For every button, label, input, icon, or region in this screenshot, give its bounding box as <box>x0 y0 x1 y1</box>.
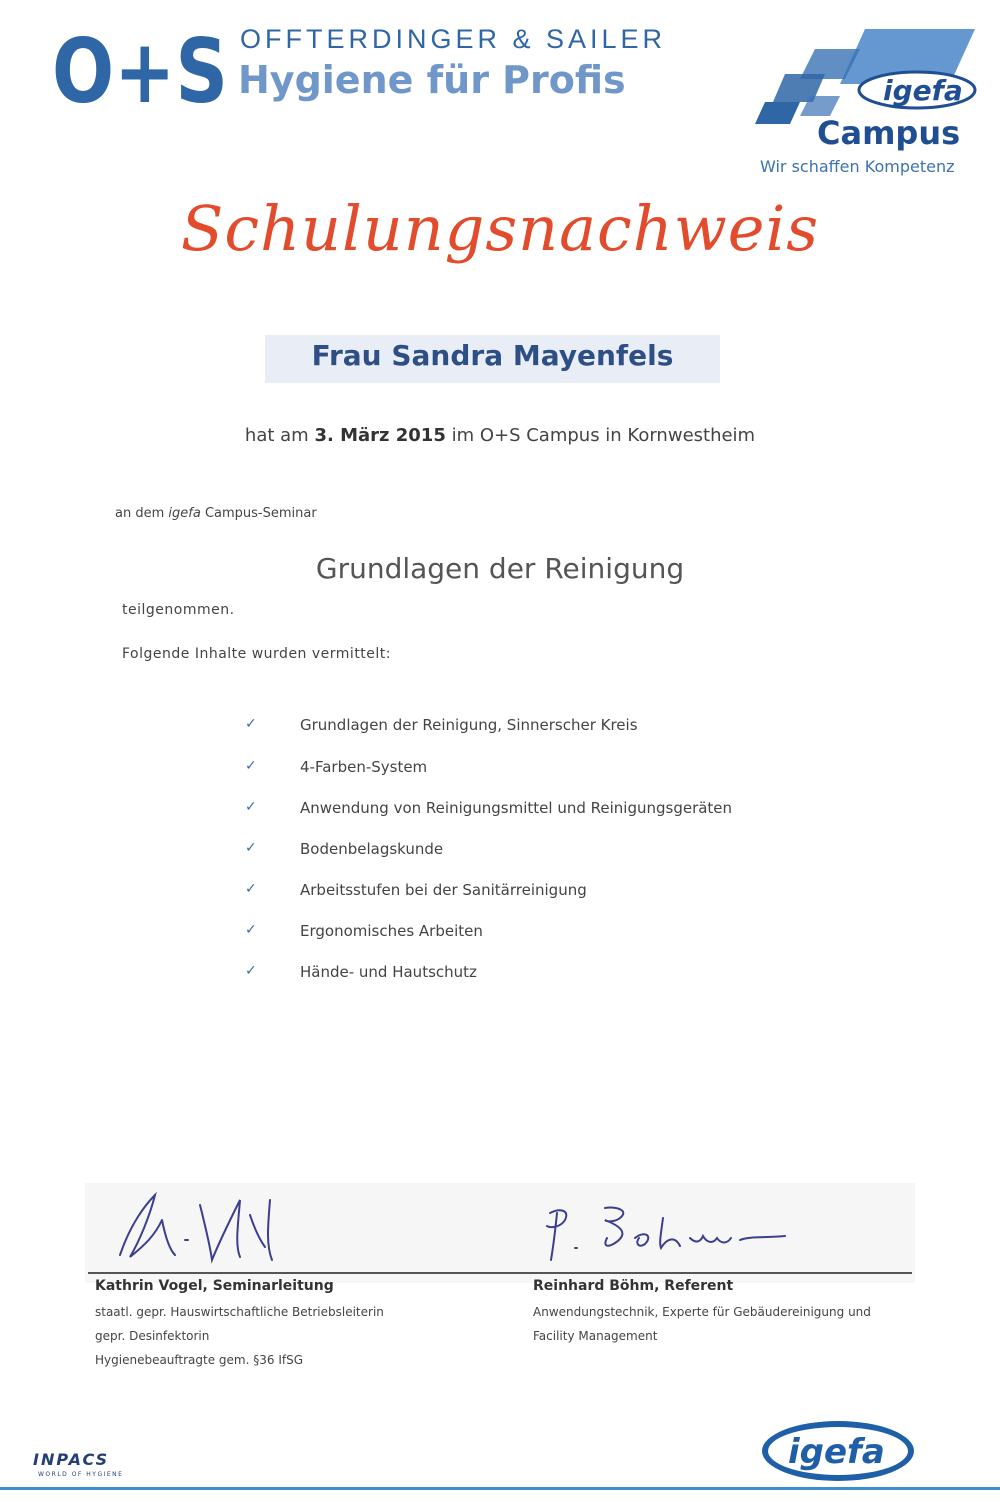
check-icon: ✓ <box>245 799 257 815</box>
check-icon: ✓ <box>245 716 257 732</box>
seminar-intro-suffix: Campus-Seminar <box>204 506 317 521</box>
signer-left-detail: Hygienebeauftragte gem. §36 IfSG <box>95 1353 304 1367</box>
list-item-text: 4-Farben-System <box>300 758 428 776</box>
inpacs-logo: INPACS <box>33 1450 110 1469</box>
igefa-campus-logo <box>745 24 985 154</box>
list-item-text: Hände- und Hautschutz <box>300 963 477 981</box>
igefa-footer-logo <box>758 1417 918 1485</box>
signature-icon <box>535 1198 825 1268</box>
signature-icon <box>100 1185 300 1275</box>
list-item-text: Grundlagen der Reinigung, Sinnerscher Kreis <box>300 716 638 734</box>
campus-logo-word: Campus <box>817 114 961 152</box>
signer-left-name: Kathrin Vogel, Seminarleitung <box>95 1278 334 1294</box>
signer-right-detail: Facility Management <box>533 1329 658 1343</box>
signature-line <box>88 1272 912 1274</box>
training-date: 3. März 2015 <box>314 425 446 446</box>
campus-logo-brand: igefa <box>883 74 963 107</box>
check-icon: ✓ <box>245 963 257 979</box>
seminar-intro-prefix: an dem <box>115 506 165 521</box>
check-icon: ✓ <box>245 758 257 774</box>
list-item-text: Arbeitsstufen bei der Sanitärreinigung <box>300 881 587 899</box>
date-line <box>0 425 1000 446</box>
date-suffix: im O+S Campus in Kornwestheim <box>451 425 756 446</box>
contents-intro: Folgende Inhalte wurden vermittelt: <box>122 646 392 662</box>
company-slogan: Hygiene für Profis <box>238 58 626 102</box>
signer-right-name: Reinhard Böhm, Referent <box>533 1278 734 1294</box>
check-icon: ✓ <box>245 840 257 856</box>
check-icon: ✓ <box>245 881 257 897</box>
os-logo-text: O+S <box>52 20 228 123</box>
os-logo <box>50 20 230 123</box>
campus-tagline: Wir schaffen Kompetenz <box>760 157 955 176</box>
list-item-text: Anwendung von Reinigungsmittel und Reinigungsgeräten <box>300 799 733 817</box>
company-name: OFFTERDINGER & SAILER <box>240 24 667 54</box>
date-prefix: hat am <box>244 425 309 446</box>
seminar-intro-brand: igefa <box>168 506 201 521</box>
signer-left-detail: staatl. gepr. Hauswirtschaftliche Betriebsleiterin <box>95 1305 384 1319</box>
list-item-text: Bodenbelagskunde <box>300 840 444 858</box>
seminar-intro <box>115 506 317 521</box>
inpacs-subtitle: WORLD OF HYGIENE <box>38 1471 124 1478</box>
recipient-name: Frau Sandra Mayenfels <box>311 339 674 372</box>
signer-right-detail: Anwendungstechnik, Experte für Gebäudereinigung und <box>533 1305 871 1319</box>
document-title: Schulungsnachweis <box>180 192 820 265</box>
check-icon: ✓ <box>245 922 257 938</box>
participated-text: teilgenommen. <box>122 602 235 618</box>
footer-rule <box>0 1487 1000 1490</box>
igefa-footer-text: igefa <box>788 1432 885 1472</box>
signer-left-detail: gepr. Desinfektorin <box>95 1329 210 1343</box>
list-item-text: Ergonomisches Arbeiten <box>300 922 483 940</box>
seminar-title: Grundlagen der Reinigung <box>315 552 685 585</box>
